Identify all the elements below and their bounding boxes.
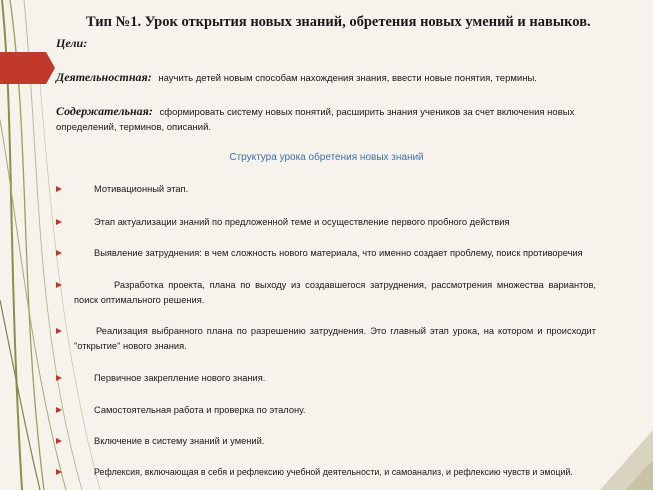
list-item: Включение в систему знаний и умений.: [56, 434, 596, 449]
list-item: Разработка проекта, плана по выходу из создавшегося затруднения, рассмотрения множества вариантов, поиск оптимального решения.: [56, 278, 596, 308]
list-item: Мотивационный этап.: [56, 182, 596, 197]
list-item: Выявление затруднения: в чем сложность нового материала, что именно создает проблему, поиск противоречия: [56, 246, 596, 261]
bullet-arrow-icon: [56, 438, 62, 444]
red-tab-shape: [0, 52, 55, 84]
list-item: Этап актуализации знаний по предложенной теме и осуществление первого пробного действия: [56, 215, 596, 230]
list-item: Реализация выбранного плана по разрешению затруднения. Это главный этап урока, на котором и происходит "открытие" нового знания.: [56, 324, 596, 354]
bullet-arrow-icon: [56, 328, 62, 334]
content-goal: [56, 104, 596, 135]
goals-label: Цели:: [56, 36, 88, 50]
page-title: Тип №1. Урок открытия новых знаний, обретения новых умений и навыков.: [86, 14, 591, 30]
activity-goal: [56, 70, 596, 86]
structure-title: Структура урока обретения новых знаний: [229, 152, 424, 163]
bullet-arrow-icon: [56, 282, 62, 288]
bullet-arrow-icon: [56, 469, 62, 475]
list-item: Самостоятельная работа и проверка по эталону.: [56, 403, 596, 418]
bullet-arrow-icon: [56, 219, 62, 225]
activity-text: научить детей новым способам нахождения знания, ввести новые понятия, термины.: [158, 73, 537, 84]
bullet-arrow-icon: [56, 375, 62, 381]
activity-label: Деятельностная:: [56, 70, 152, 84]
list-item: Первичное закрепление нового знания.: [56, 371, 596, 386]
bullet-arrow-icon: [56, 250, 62, 256]
bullet-arrow-icon: [56, 186, 62, 192]
content-label: Содержательная:: [56, 104, 153, 118]
content-text: сформировать систему новых понятий, расширить знания учеников за счет включения новых определений, терминов, описаний.: [56, 107, 575, 133]
list-item: Рефлексия, включающая в себя и рефлексию учебной деятельности, и самоанализ, и рефлексию чувств и эмоций.: [56, 465, 596, 480]
bullet-arrow-icon: [56, 407, 62, 413]
